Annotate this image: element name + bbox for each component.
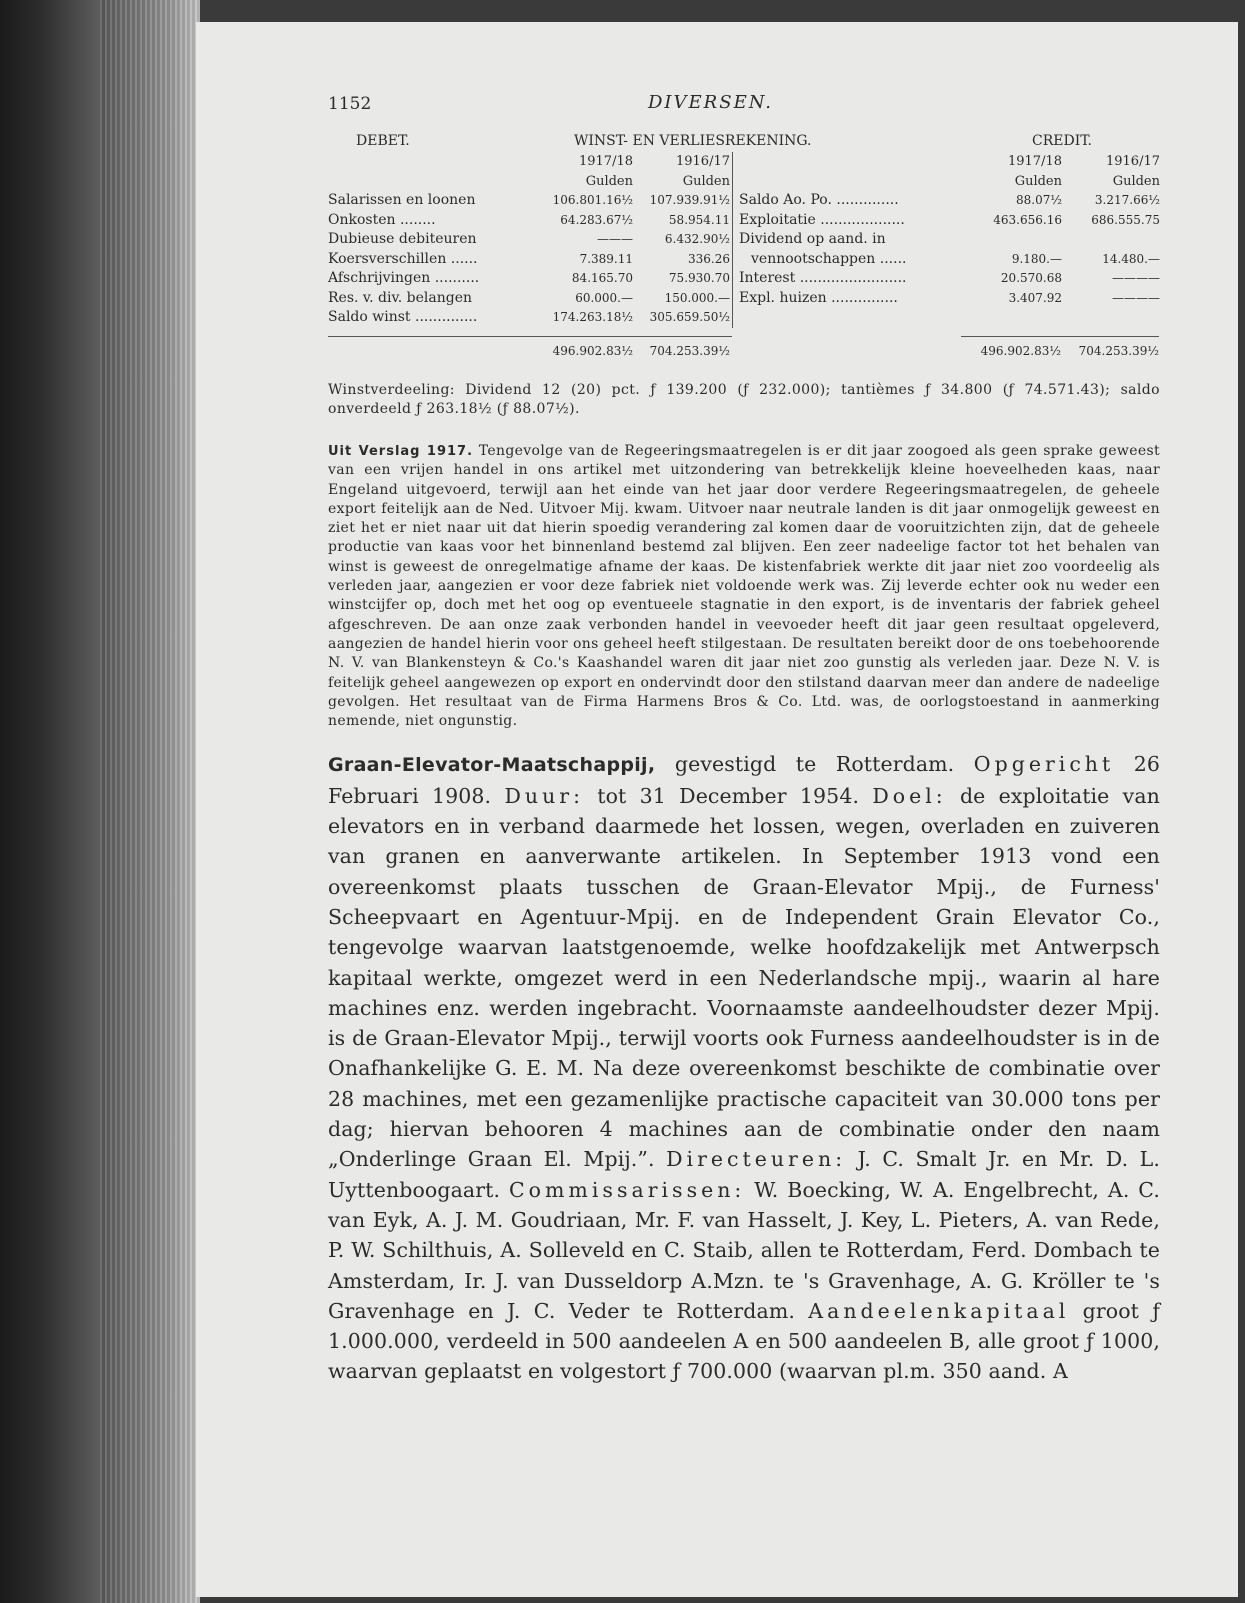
company-name: Graan-Elevator-Maatschappij, <box>328 754 656 777</box>
debet-row-label: Koersverschillen ...... <box>328 250 478 267</box>
credit-currency-row <box>733 172 1160 192</box>
credit-row-label: Exploitatie ................... <box>739 211 905 228</box>
report-body: Tengevolge van de Regeeringsmaatregelen is er dit jaar zoogoed als geen sprake geweest van een vrijen handel in ons artikel met uitzondering van betrekkelijk kleine hoeveelheden kaas, naar Engeland uitgevoerd, terwijl aan het einde van het jaar door verdere Regeeringsmaatregelen, de geheele export feitelijk aan de Ned. Uitvoer Mij. kwam. Uitvoer naar neutrale landen is dit jaar onmogelijk geweest en ziet het er niet naar uit dat hierin spoedig verandering zal komen daar de vooruitzichten zijn, dat de geheele productie van kaas voor het binnenland bestemd zal blijven. Een zeer nadeelige factor tot het behalen van winst is geweest de onregelmatige afname der kaas. De kistenfabriek werkte dit jaar niet zoo voordeelig als verleden jaar, aangezien er voor deze fabriek niet voldoende werk was. Zij leverde echter ook nu weder een winstcijfer op, doch met het oog op eventueele stagnatie in den export, is de inventaris der fabriek geheel afgeschreven. De aan onze zaak verbonden handel in veevoeder heeft dit jaar geen resultaat opgeleverd, aangezien de handel hierin voor ons geheel heeft stilgestaan. De resultaten bereikt door de ons toebehoorende N. V. van Blankensteyn & Co.'s Kaashandel waren dit jaar niet zoo gunstig als verleden jaar. Deze N. V. is feitelijk geheel aangewezen op export en ondervindt door den stilstand daarvan meer dan andere de nadeelige gevolgen. Het resultaat van de Firma Harmens Bros & Co. Ltd. was, de oorlogstoestand in aanmerking nemende, niet ongunstig. <box>328 443 1160 730</box>
credit-row-value-b: ———— <box>1112 290 1160 305</box>
debet-year-b: 1916/17 <box>675 154 730 169</box>
credit-row-value-b: 3.217.66½ <box>1094 193 1160 207</box>
credit-currency-b: Gulden <box>1112 173 1160 189</box>
debet-row-value-b: 336.26 <box>688 251 730 266</box>
credit-row-label: Dividend op aand. in <box>739 231 886 247</box>
profit-loss-account <box>328 132 1160 361</box>
debet-currency-a: Gulden <box>585 173 633 189</box>
credit-total-b: 704.253.39½ <box>1078 343 1159 358</box>
debet-row-value-a: 84.165.70 <box>571 271 633 285</box>
company-text: groot ƒ 1.000.000, verdeeld in 500 aandeelen A en 500 aandeelen B, alle groot ƒ 1000, waarvan geplaatst en volgestort ƒ 700.000 (waarvan pl.m. 350 aand. A <box>328 1298 1161 1384</box>
debet-row <box>328 250 732 270</box>
running-head: DIVERSEN. <box>648 92 774 113</box>
page-content <box>328 92 1160 1387</box>
page-number: 1152 <box>328 94 372 114</box>
credit-row-value-b: 14.480.— <box>1102 251 1160 266</box>
debet-row-label: Dubieuse debiteuren <box>328 231 477 247</box>
credit-totals <box>732 336 1159 362</box>
account-heading <box>328 132 1160 152</box>
credit-year-row <box>733 152 1160 172</box>
credit-row <box>733 211 1160 231</box>
credit-row-value-a: 3.407.92 <box>1008 290 1062 305</box>
debet-row-value-b: 150.000.— <box>664 290 730 305</box>
debet-row-value-b: 75.930.70 <box>668 271 730 285</box>
keyword-directeuren: Directeuren: <box>666 1147 847 1172</box>
keyword-kapitaal: Aandeelenkapitaal <box>808 1298 1070 1323</box>
debet-row-value-a: 106.801.16½ <box>552 193 633 207</box>
credit-row-value-a: 9.180.— <box>1011 251 1062 266</box>
debet-row <box>328 211 732 231</box>
debet-row-value-a: 174.263.18½ <box>552 310 633 324</box>
credit-row <box>733 289 1160 309</box>
credit-row-label: Saldo Ao. Po. .............. <box>739 192 899 208</box>
credit-row-value-a <box>962 230 1062 250</box>
book-page-edges <box>0 0 200 1603</box>
company-entry <box>328 749 1160 1386</box>
credit-row-value-a: 20.570.68 <box>1000 271 1062 285</box>
credit-row-label: vennootschappen ...... <box>751 250 907 267</box>
debet-label: DEBET. <box>356 133 410 149</box>
account-totals <box>328 336 1160 362</box>
debet-total-a: 496.902.83½ <box>552 343 633 358</box>
debet-row-value-a: 64.283.67½ <box>560 212 633 227</box>
keyword-opgericht: Opgericht <box>973 752 1115 777</box>
credit-year-a: 1917/18 <box>1007 154 1062 169</box>
debet-row-label: Onkosten ........ <box>328 211 436 228</box>
company-text: tot 31 December 1954. <box>584 783 873 808</box>
company-text: gevestigd te Rotterdam. <box>655 752 974 777</box>
credit-row <box>733 250 1160 270</box>
debet-currency-b: Gulden <box>682 173 730 189</box>
page-edge-lines <box>100 0 200 1603</box>
keyword-duur: Duur: <box>504 783 584 808</box>
credit-row-label: Expl. huizen ............... <box>739 289 898 306</box>
debet-row-value-b: 58.954.11 <box>668 212 730 227</box>
debet-row-value-b: 107.939.91½ <box>649 193 730 207</box>
credit-column <box>733 152 1160 328</box>
debet-row-value-a: 7.389.11 <box>579 251 633 266</box>
company-text: 26 Februari 1908. <box>328 752 1161 808</box>
credit-currency-a: Gulden <box>1014 173 1062 189</box>
credit-row-label: Interest ........................ <box>739 270 907 286</box>
credit-row-value-b: ———— <box>1112 271 1160 285</box>
credit-row-value-a: 88.07½ <box>1016 193 1062 207</box>
debet-row-label: Afschrijvingen .......... <box>328 270 480 286</box>
company-text: de exploitatie van elevators en in verband daarmede het lossen, wegen, overladen en zuiveren van granen en aanverwante artikelen. In September 1913 vond een overeenkomst plaats tusschen de Graan-Elevator Mpij., de Furness' Scheepvaart en Agentuur-Mpij. en de Independent Grain Elevator Co., tengevolge waarvan laatstgenoemde, welke hoofdzakelijk met Antwerpsch kapitaal werkte, omgezet werd in een Nederlandsche mpij., waarin al hare machines enz. werden ingebracht. Voornaamste aandeelhoudster dezer Mpij. is de Graan-Elevator Mpij., terwijl voorts ook Furness aandeelhoudster is in de Onafhankelijke G. E. M. Na deze overeenkomst beschikte de combinatie over 28 machines, met een gezamenlijke practische capaciteit van 30.000 tons per dag; hiervan behooren 4 machines aan de combinatie onder den naam „Onderlinge Graan El. Mpij.”. <box>328 783 1160 1172</box>
debet-row <box>328 230 732 250</box>
credit-row <box>733 191 1160 211</box>
debet-totals <box>328 336 732 362</box>
debet-row-value-a: ——— <box>597 232 633 246</box>
debet-row-value-b: 6.432.90½ <box>664 232 730 246</box>
account-title: WINST- EN VERLIESREKENING. <box>574 133 812 149</box>
debet-row-value-b: 305.659.50½ <box>649 310 730 324</box>
debet-row-label: Saldo winst .............. <box>328 309 478 325</box>
credit-label: CREDIT. <box>1032 133 1092 149</box>
credit-row-value-b <box>1062 230 1160 250</box>
debet-row-value-a: 60.000.— <box>575 290 633 305</box>
credit-row-value-a: 463.656.16 <box>993 212 1062 227</box>
credit-year-b: 1916/17 <box>1105 154 1160 169</box>
company-text: J. C. Smalt Jr. en Mr. D. L. Uyttenboogaart. <box>328 1147 1160 1202</box>
credit-row <box>733 269 1160 289</box>
credit-row <box>733 230 1160 250</box>
debet-year-a: 1917/18 <box>578 154 633 169</box>
debet-currency-row <box>328 172 732 192</box>
credit-total-a: 496.902.83½ <box>980 343 1061 358</box>
debet-row-label: Salarissen en loonen <box>328 192 476 208</box>
debet-row <box>328 289 732 309</box>
debet-column <box>328 152 733 328</box>
debet-year-row <box>328 152 732 172</box>
debet-row-label: Res. v. div. belangen <box>328 289 472 306</box>
company-text: W. Boecking, W. A. Engelbrecht, A. C. van Eyk, A. J. M. Goudriaan, Mr. F. van Hasselt, J. Key, L. Pieters, A. van Rede, P. W. Schilthuis, A. Solleveld en C. Staib, allen te Rotterdam, Ferd. Dombach te Amsterdam, Ir. J. van Dusseldorp A.Mzn. te 's Gravenhage, A. G. Kröller te 's Gravenhage en J. C. Veder te Rotterdam. <box>328 1177 1160 1323</box>
report-lead: Uit Verslag 1917. <box>328 444 474 459</box>
book-page <box>196 22 1238 1597</box>
keyword-doel: Doel: <box>872 783 947 808</box>
account-grid <box>328 152 1160 328</box>
page-header <box>328 92 1160 132</box>
debet-row <box>328 191 732 211</box>
credit-row-value-b: 686.555.75 <box>1091 212 1160 227</box>
debet-row <box>328 269 732 289</box>
keyword-commissarissen: Commissarissen: <box>508 1177 746 1202</box>
profit-distribution: Winstverdeeling: Dividend 12 (20) pct. ƒ 139.200 (ƒ 232.000); tantièmes ƒ 34.800 (ƒ 74.571.43); saldo onverdeeld ƒ 263.18½ (ƒ 88.07½). <box>328 382 1160 417</box>
debet-row <box>328 308 732 328</box>
debet-total-b: 704.253.39½ <box>649 343 730 358</box>
annual-report-excerpt <box>328 442 1160 731</box>
